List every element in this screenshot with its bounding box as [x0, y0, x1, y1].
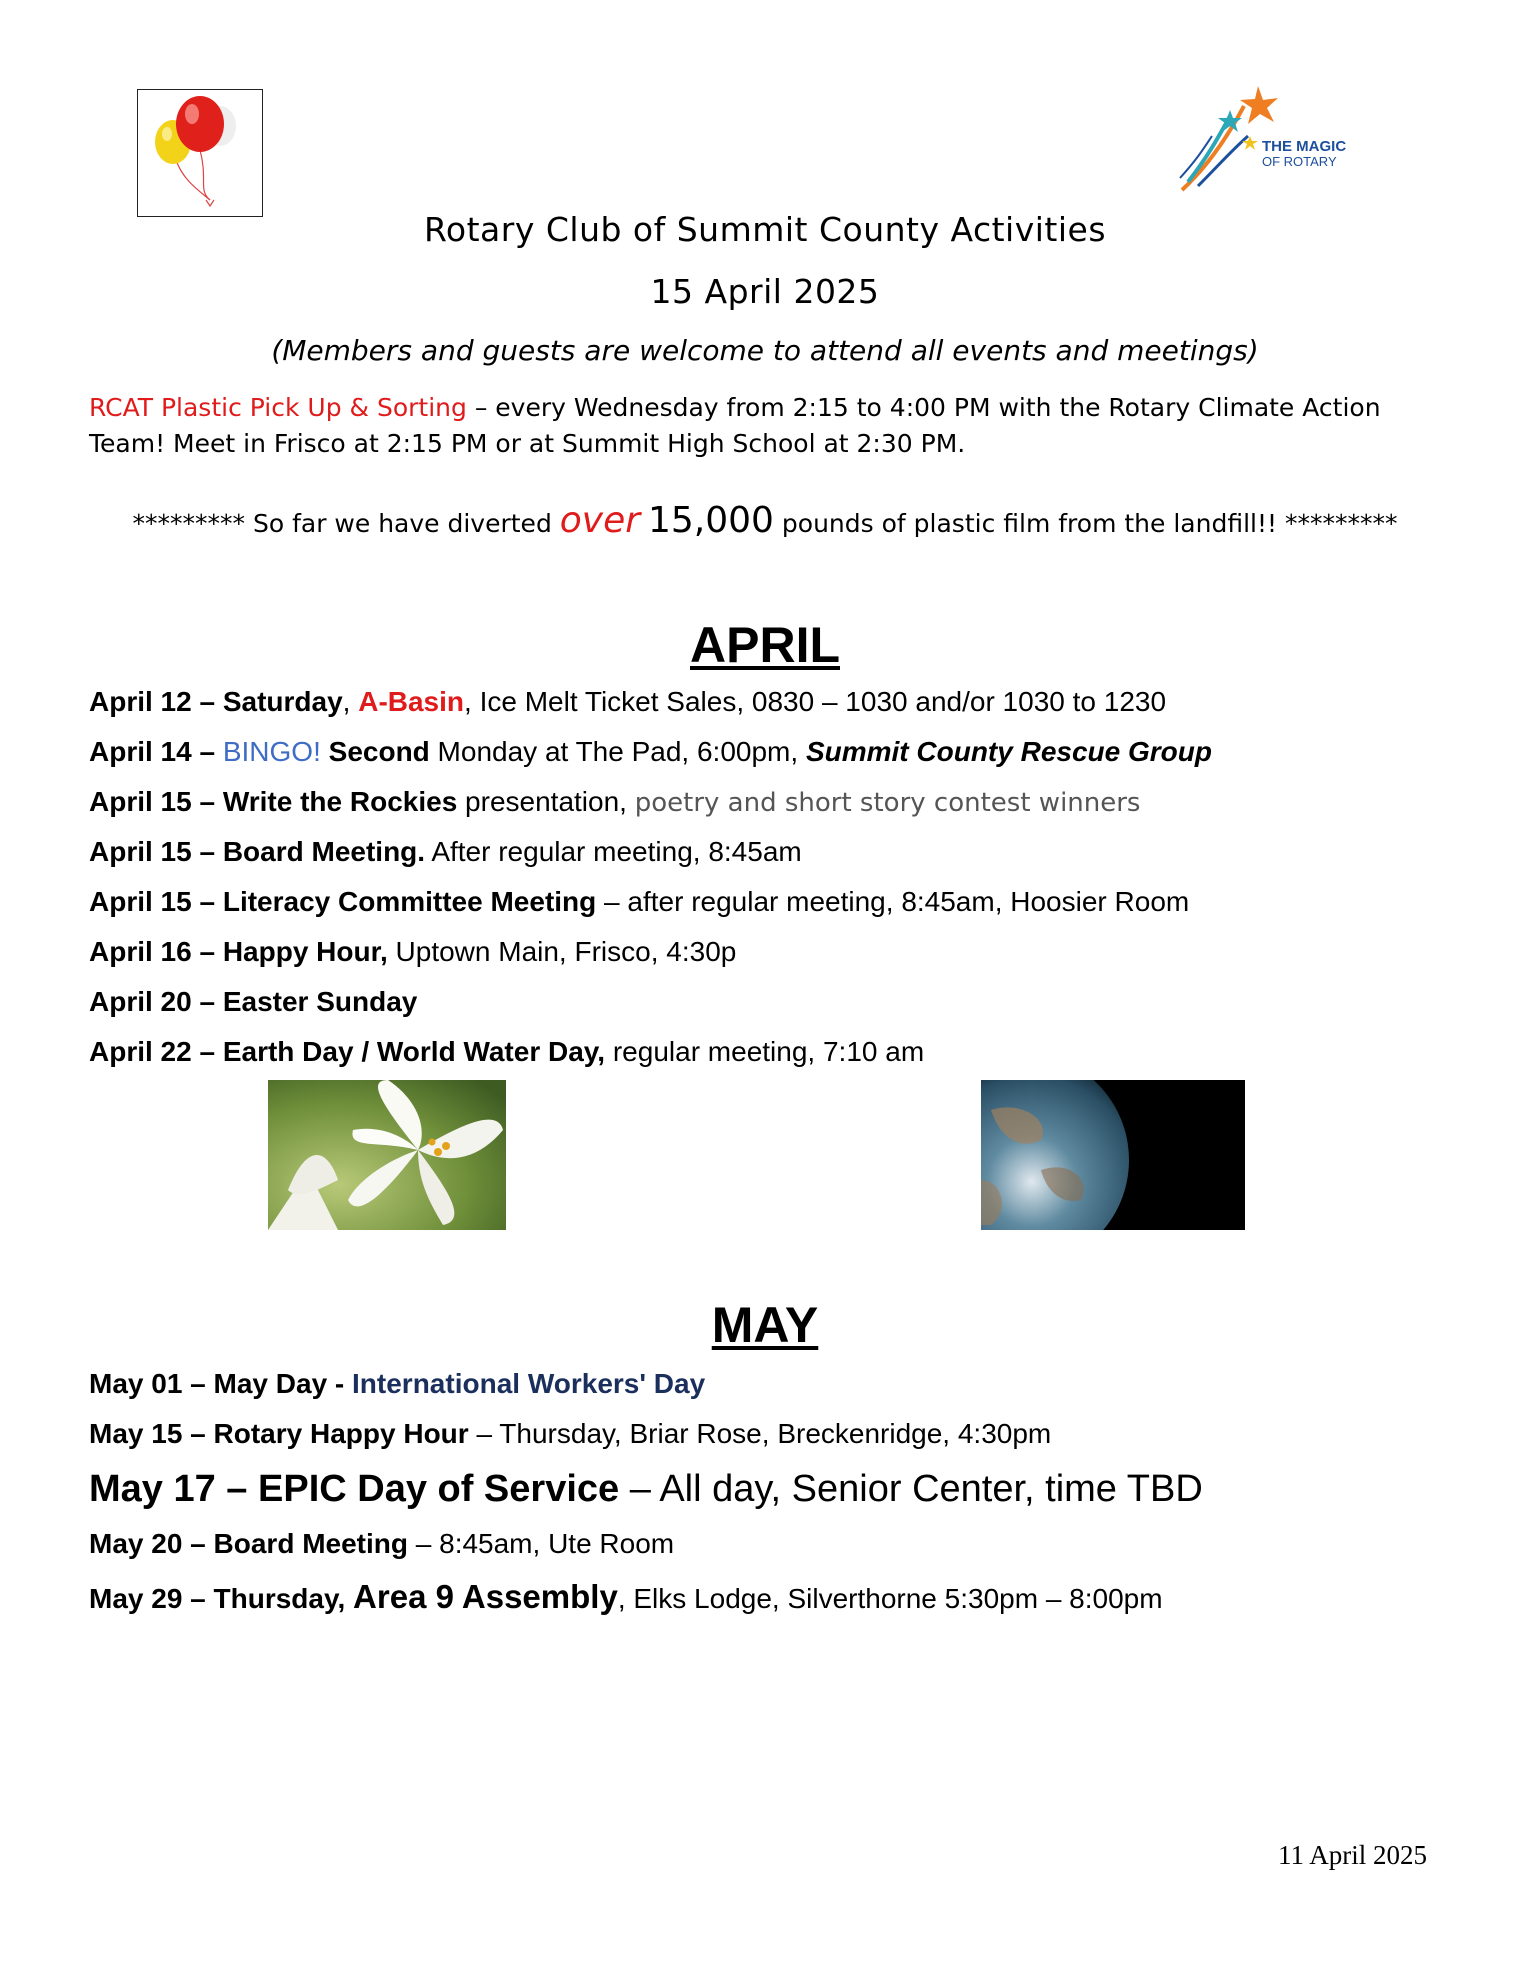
rcat-text: – every Wednesday from 2:15 to 4:00 PM with the Rotary Climate Action Team! Meet in Frisco at 2:15 PM or at Summit High School at 2:30 PM. — [89, 393, 1381, 458]
event-highlight: A-Basin — [358, 686, 465, 717]
stars-left: ********* — [132, 509, 246, 538]
list-item — [89, 886, 1189, 918]
event-details: – after regular meeting, 8:45am, Hoosier Room — [596, 886, 1190, 917]
welcome-note: (Members and guests are welcome to attend all events and meetings) — [271, 334, 1259, 367]
event-date: April 16 – Happy Hour, — [89, 936, 388, 967]
event-date: April 12 – Saturday — [89, 686, 343, 717]
event-details: – All day, Senior Center, time TBD — [619, 1468, 1203, 1510]
list-item — [89, 836, 802, 868]
event-date: April 15 – Literacy Committee Meeting — [89, 886, 597, 917]
event-date: April 15 – Board Meeting. — [89, 836, 426, 867]
event-details: Uptown Main, Frisco, 4:30p — [387, 936, 737, 967]
diverted-prefix: So far we have diverted — [252, 509, 552, 538]
footer-date: 11 April 2025 — [1277, 1840, 1427, 1870]
event-details: , Elks Lodge, Silverthorne 5:30pm – 8:00pm — [617, 1583, 1163, 1614]
stars-right: ********* — [1284, 509, 1398, 538]
plastic-diverted-banner — [0, 500, 1530, 541]
event-date: May 29 – Thursday, — [89, 1583, 346, 1614]
balloons-icon — [138, 90, 262, 216]
event-details: presentation, — [457, 786, 635, 817]
event-date: May 01 – May Day - — [89, 1368, 345, 1399]
page-date: 15 April 2025 — [650, 272, 880, 311]
event-organizer: Summit County Rescue Group — [805, 736, 1212, 767]
event-details: – 8:45am, Ute Room — [407, 1528, 675, 1559]
event-date: May 17 – EPIC Day of Service — [89, 1468, 620, 1510]
event-bold: Area 9 Assembly — [353, 1578, 618, 1615]
list-item — [89, 986, 417, 1018]
event-date: April 15 – Write the Rockies — [89, 786, 458, 817]
event-details: , Ice Melt Ticket Sales, 0830 – 1030 and/or 1030 to 1230 — [464, 686, 1167, 717]
april-heading: APRIL — [690, 617, 840, 673]
event-date: May 20 – Board Meeting — [89, 1528, 408, 1559]
may-heading: MAY — [711, 1297, 819, 1353]
rcat-title: RCAT Plastic Pick Up & Sorting — [89, 393, 467, 422]
event-date: May 15 – Rotary Happy Hour — [89, 1418, 469, 1449]
diverted-number: 15,000 — [648, 500, 774, 541]
event-highlight: BINGO! — [222, 736, 321, 767]
page-title: Rotary Club of Summit County Activities — [423, 210, 1107, 249]
event-note: poetry and short story contest winners — [634, 788, 1141, 818]
event-details: After regular meeting, 8:45am — [425, 836, 802, 867]
event-sep: , — [342, 686, 359, 717]
diverted-suffix: pounds of plastic film from the landfill!! — [781, 509, 1278, 538]
rcat-announcement — [89, 390, 1459, 462]
list-item — [89, 936, 736, 968]
list-item — [89, 1578, 1163, 1616]
logo-text-line2: OF ROTARY — [1262, 154, 1337, 169]
list-item — [89, 736, 1212, 768]
list-item — [89, 1368, 705, 1400]
earth-image — [981, 1080, 1245, 1230]
list-item — [89, 1036, 924, 1068]
event-date: April 14 – — [89, 736, 216, 767]
event-details: – Thursday, Briar Rose, Breckenridge, 4:30pm — [468, 1418, 1052, 1449]
event-details: regular meeting, 7:10 am — [605, 1036, 925, 1067]
event-bold: Second — [328, 736, 430, 767]
magic-of-rotary-logo — [1178, 86, 1358, 192]
list-item — [89, 1528, 674, 1560]
balloons-image — [137, 89, 263, 217]
event-date: April 20 – Easter Sunday — [89, 986, 418, 1017]
logo-text-line1: THE MAGIC — [1262, 138, 1347, 155]
list-item — [89, 686, 1166, 718]
diverted-over: over — [559, 500, 641, 541]
easter-lily-image — [268, 1080, 506, 1230]
event-details: Monday at The Pad, 6:00pm, — [429, 736, 806, 767]
event-highlight: International Workers' Day — [352, 1368, 706, 1399]
list-item — [89, 1468, 1203, 1511]
event-date: April 22 – Earth Day / World Water Day, — [89, 1036, 606, 1067]
earth-icon — [981, 1080, 1245, 1230]
list-item — [89, 1418, 1051, 1450]
list-item — [89, 786, 1140, 818]
lily-icon — [268, 1080, 506, 1230]
